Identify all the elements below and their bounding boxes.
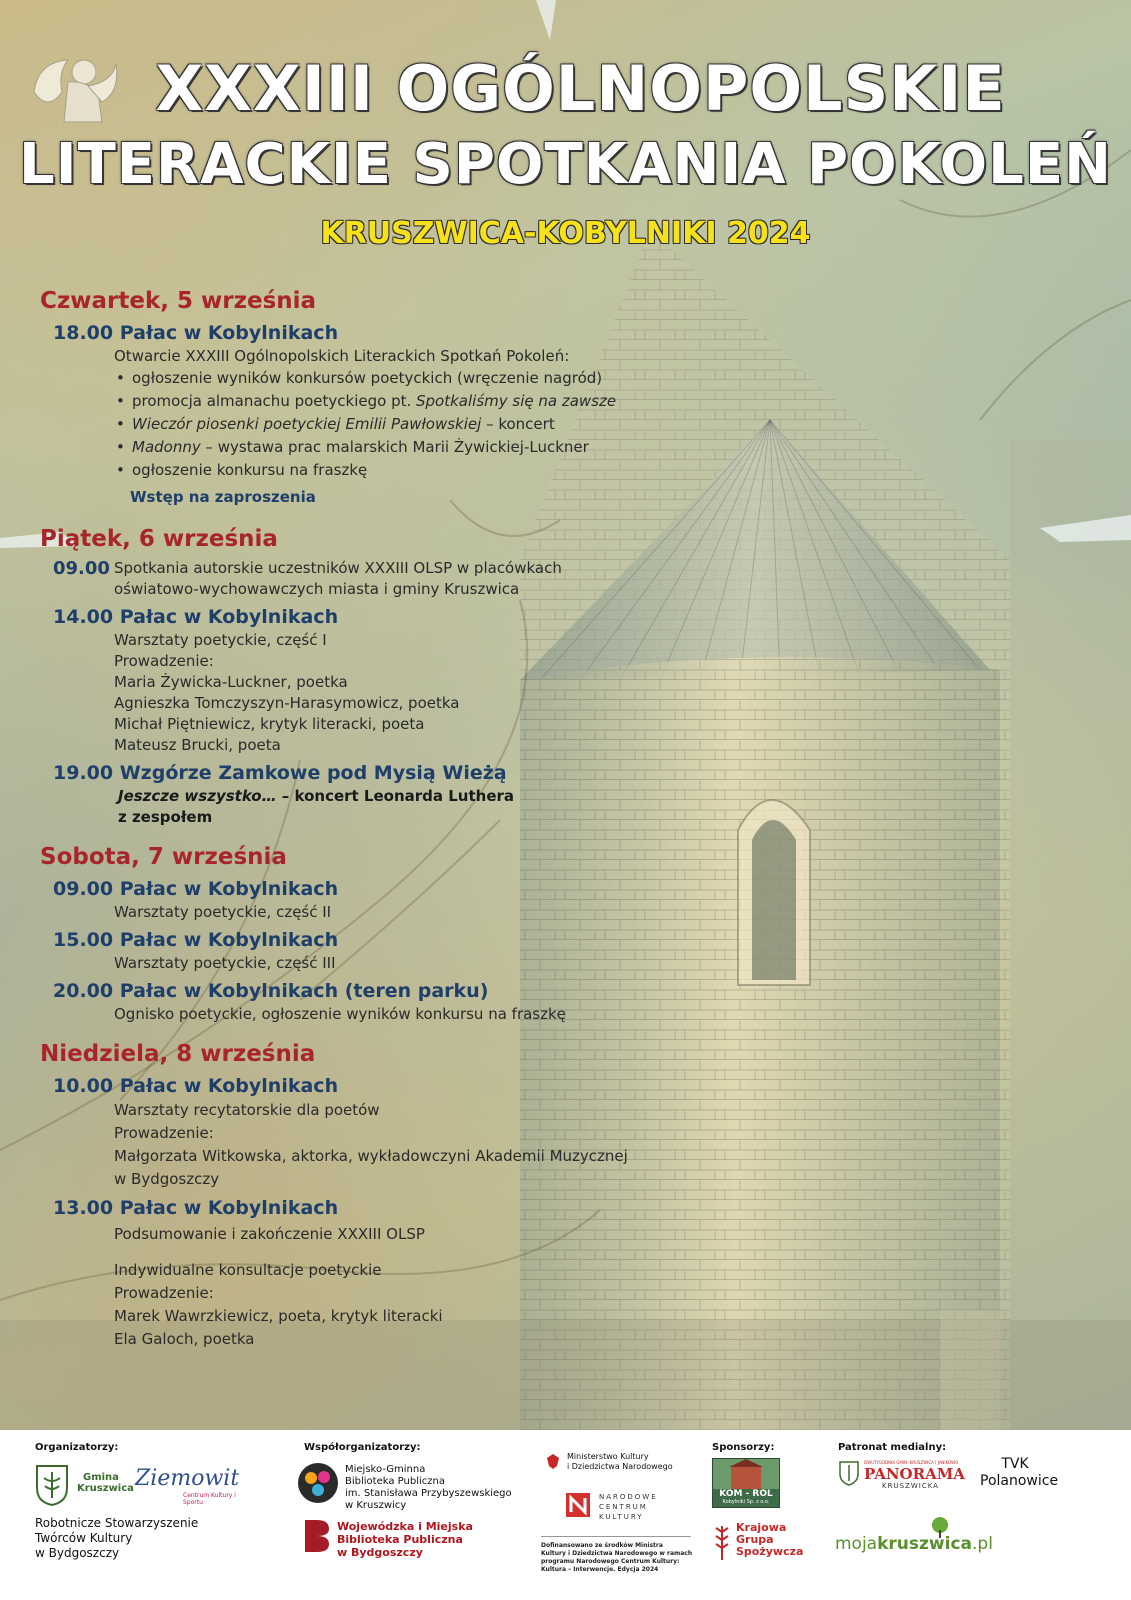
sponsors-label: Sponsorzy: [712,1442,775,1453]
eagle-icon [545,1452,561,1470]
event-line: Ognisko poetyckie, ogłoszenie wyników konkursu na fraszkę [114,1005,566,1023]
day-heading-sunday: Niedziela, 8 września [40,1041,316,1067]
sponsors-footer [0,1430,1131,1600]
program-schedule [40,286,680,1351]
coorganizers-label: Współorganizatorzy: [304,1442,421,1453]
list-item: • ogłoszenie wyników konkursów poetyckich (wręczenie nagród) [114,367,680,390]
list-item: • promocja almanachu poetyckiego pt. Spotkaliśmy się na zawsze [114,390,680,413]
title-line-2: LITERACKIE SPOTKANIA POKOLEŃ [19,132,1112,197]
event-line: w Bydgoszczy [114,1170,220,1188]
ministry-logo: Ministerstwo Kultury i Dziedzictwa Narodowego [545,1452,685,1478]
event-line: Warsztaty poetyckie, część I [114,631,327,649]
ziemowit-text: Ziemowit [135,1466,240,1491]
invitation-note: Wstęp na zaproszenia [130,488,316,506]
event-line: Warsztaty poetyckie, część II [114,903,332,921]
panorama-kruszwicka-logo [838,1460,963,1490]
consultation-line: Marek Wawrzkiewicz, poeta, krytyk literacki [114,1307,443,1325]
title-line-1: XXXIII OGÓLNOPOLSKIE [155,52,1006,125]
day-heading-saturday: Sobota, 7 września [40,844,287,870]
panorama-crest-icon [838,1460,860,1486]
library-bydgoszcz-logo: Wojewódzka i Miejska Biblioteka Publiczna w Bydgoszczy [303,1518,503,1560]
spacer [40,1247,680,1259]
library-bydgoszcz-icon [303,1518,331,1554]
event-heading: 19.00 Wzgórze Zamkowe pod Mysią Wieżą [53,762,507,784]
event-line: Prowadzenie: [114,1124,214,1142]
event-line: oświatowo-wychowawczych miasta i gminy Kruszwica [114,580,520,598]
event-heading: 18.00 Pałac w Kobylnikach [53,322,339,344]
panorama-subtitle: KRUSZWICKA [882,1482,939,1490]
event-line: Warsztaty poetyckie, część III [114,954,336,972]
event-line: Mateusz Brucki, poeta [114,736,281,754]
mojakruszwica-logo [835,1524,993,1554]
consultation-line: Prowadzenie: [114,1284,214,1302]
event-heading: 10.00 Pałac w Kobylnikach [53,1075,339,1097]
library-kruszwica-logo: Miejsko-Gminna Biblioteka Publiczna im. Stanisława Przybyszewskiego w Kruszwicy [297,1462,527,1508]
event-heading: 14.00 Pałac w Kobylnikach [53,606,339,628]
event-heading: 20.00 Pałac w Kobylnikach (teren parku) [53,980,489,1002]
event-row [53,558,680,600]
event-line: Podsumowanie i zakończenie XXXIII OLSP [114,1225,425,1243]
nck-icon [565,1492,591,1518]
kom-rol-text: KOM - ROL [719,1489,773,1499]
event-line: Maria Żywicka-Luckner, poetka [114,673,348,691]
consultation-line: Indywidualne konsultacje poetyckie [114,1261,382,1279]
event-line: Agnieszka Tomczyszyn-Harasymowicz, poetka [114,694,460,712]
gmina-text: Gmina [83,1472,119,1483]
wheat-icon [712,1522,732,1562]
media-patronage-label: Patronat medialny: [838,1442,947,1453]
list-item: • Wieczór piosenki poetyckiej Emilii Pawłowskiej – koncert [114,413,680,436]
kom-rol-subtitle: Kobylniki Sp. z o.o. [722,1499,770,1505]
gmina-text: Kruszwica [77,1483,134,1494]
robotnicze-stowarzyszenie: Robotnicze Stowarzyszenie Twórców Kultury w Bydgoszczy [35,1516,199,1560]
day-heading-friday: Piątek, 6 września [40,526,278,552]
event-line: Warsztaty recytatorskie dla poetów [114,1101,380,1119]
kgs-logo: Krajowa Grupa Spożywcza [712,1522,802,1568]
gmina-crest-icon [35,1464,69,1506]
tvk-polanowice: TVK Polanowice [980,1456,1059,1489]
panorama-text: PANORAMA [864,1465,965,1483]
consultation-line: Ela Galoch, poetka [114,1330,255,1348]
event-heading: 09.00 Pałac w Kobylnikach [53,878,339,900]
event-heading: 15.00 Pałac w Kobylnikach [53,929,339,951]
nck-logo: NARODOWE CENTRUM KULTURY [565,1492,665,1526]
concert-line: z zespołem [118,808,213,826]
event-heading: 13.00 Pałac w Kobylnikach [53,1197,339,1219]
event-intro: Otwarcie XXXIII Ogólnopolskich Literackich Spotkań Pokoleń: [114,347,570,365]
event-time: 09.00 [53,558,110,579]
list-item: • Madonny – wystawa prac malarskich Marii Żywickiej-Luckner [114,436,680,459]
opening-agenda-list [114,367,680,482]
event-line: Małgorzata Witkowska, aktorka, wykładowczyni Akademii Muzycznej [114,1147,628,1165]
organizers-label: Organizatorzy: [35,1442,119,1453]
library-icon [297,1462,339,1504]
panorama-tagline: DWUTYGODNIK GMIN: KRUSZWICA I JANIKOWO [864,1460,959,1465]
funding-note: Dofinansowano ze środków Ministra Kultury i Dziedzictwa Narodowego w ramach programu Narodowego Centrum Kultury: Kultura – Interwencje. Edycja 2024 [541,1542,693,1573]
kom-rol-logo [712,1458,780,1508]
subtitle: KRUSZWICA-KOBYLNIKI 2024 [320,216,811,251]
ziemowit-logo [135,1466,255,1506]
day-heading-thursday: Czwartek, 5 września [40,288,317,314]
list-item: • ogłoszenie konkursu na fraszkę [114,459,680,482]
event-line: Michał Piętniewicz, krytyk literacki, poeta [114,715,425,733]
mojakruszwica-text: mojakruszwica.pl [835,1534,993,1554]
event-line: Spotkania autorskie uczestników XXXIII OLSP w placówkach [114,559,562,577]
concert-line: Jeszcze wszystko… – koncert Leonarda Luthera [118,787,515,805]
ziemowit-subtitle: Centrum Kultury i Sportu [183,1492,236,1506]
divider [541,1536,691,1537]
event-line: Prowadzenie: [114,652,214,670]
gmina-kruszwica-logo [35,1464,140,1506]
palace-icon [713,1459,779,1489]
